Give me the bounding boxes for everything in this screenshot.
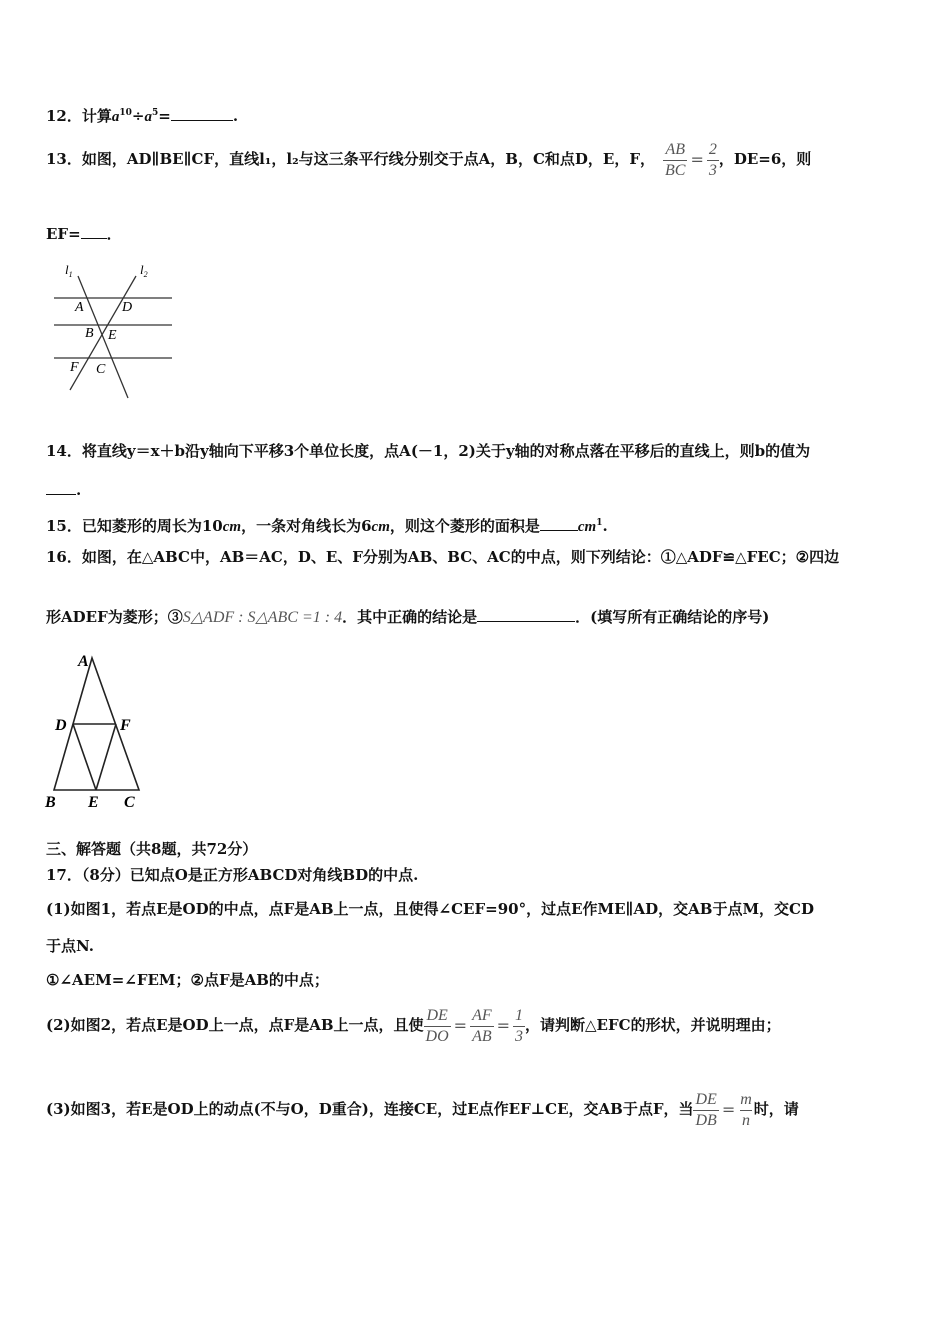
question-12: 12．计算$a^{10}\div a^5=$ . — [46, 107, 239, 125]
label-a: A — [75, 300, 84, 315]
segment-fe — [96, 724, 116, 790]
answer-blank[interactable] — [171, 106, 233, 121]
area-ratio: S△ADF : S△ABC =1 : 4 — [182, 609, 343, 626]
figure-parallel-lines — [48, 258, 178, 404]
question-16-line2: 形ADEF为菱形；③S△ADF : S△ABC =1 : 4．其中正确的结论是 ．(填写所有正确结论的序号) — [46, 608, 770, 626]
label-l1: $l_1$ — [65, 262, 73, 279]
fraction-m-n: $\frac{m}{n}$ — [740, 1090, 752, 1129]
figure-triangle — [44, 650, 154, 812]
label-c: C — [124, 794, 135, 811]
label-l2: $l_2$ — [140, 262, 148, 279]
label-f: F — [70, 360, 79, 375]
question-14: 14．将直线y＝x＋b沿y轴向下平移3个单位长度，点A(－1，2)关于y轴的对称点落在平移后的直线上，则b的值为 — [46, 442, 811, 460]
fraction-one-third: $\frac{1}{3}$ — [515, 1006, 524, 1045]
question-17-part1-line3: ①∠AEM=∠FEM；②点F是AB的中点； — [46, 971, 329, 989]
question-17-part1-line2: 于点N. — [46, 937, 94, 955]
label-e: E — [88, 794, 99, 811]
section-heading: 三、解答题（共8题，共72分） — [46, 840, 258, 858]
answer-blank[interactable] — [81, 224, 107, 239]
label-d: D — [122, 300, 133, 315]
label-b: B — [85, 326, 94, 341]
question-17-part1: (1)如图1，若点E是OD的中点，点F是AB上一点，且使得∠CEF=90°，过点E作ME∥AD，交AB于点M，交CD — [46, 900, 814, 918]
question-14-line2: . — [46, 480, 81, 500]
label-a: A — [78, 653, 89, 670]
label-b: B — [45, 794, 56, 811]
ratio-fraction: $\frac{AB}{BC}$ — [664, 140, 686, 179]
fraction-af-ab: $\frac{AF}{AB}$ — [472, 1006, 492, 1045]
answer-blank[interactable] — [540, 516, 578, 531]
fraction-de-do: $\frac{DE}{DO}$ — [425, 1006, 449, 1045]
question-17-title: 17．（8分）已知点O是正方形ABCD对角线BD的中点. — [46, 866, 419, 884]
question-13: 13．如图，AD∥BE∥CF，直线l₁，l₂与这三条平行线分别交于点A，B，C和点D，E，F， $\frac{AB}{BC}$ = $\frac{2}{3}$ ，DE=6，则 — [46, 140, 812, 179]
label-e: E — [108, 328, 117, 343]
fraction-de-db: $\frac{DE}{DB}$ — [695, 1090, 717, 1129]
label-c: C — [96, 362, 106, 377]
segment-de — [73, 724, 96, 790]
question-13-line2: EF= ． — [46, 225, 122, 243]
label-f: F — [120, 717, 131, 734]
label-d: D — [55, 717, 67, 734]
question-17-part3: (3)如图3，若E是OD上的动点(不与O，D重合)，连接CE，过E点作EF⊥CE，交AB于点F，当 $\frac{DE}{DB}$ = $\frac{m}{n}$ 时，请 — [46, 1090, 799, 1129]
value-fraction: $\frac{2}{3}$ — [708, 140, 717, 179]
question-16: 16．如图，在△ABC中，AB＝AC，D、E、F分别为AB、BC、AC的中点，则下列结论：①△ADF≌△FEC；②四边 — [46, 548, 840, 566]
answer-blank[interactable] — [46, 480, 76, 495]
question-15: 15．已知菱形的周长为10cm，一条对角线长为6cm，则这个菱形的面积是 $cm^1$. — [46, 517, 608, 535]
answer-blank[interactable] — [477, 607, 575, 622]
question-17-part2: (2)如图2，若点E是OD上一点，点F是AB上一点，且使 $\frac{DE}{DO}$ = $\frac{AF}{AB}$ = $\frac{1}{3}$ ，请判断△EFC的形状，并说明理由； — [46, 1006, 781, 1045]
